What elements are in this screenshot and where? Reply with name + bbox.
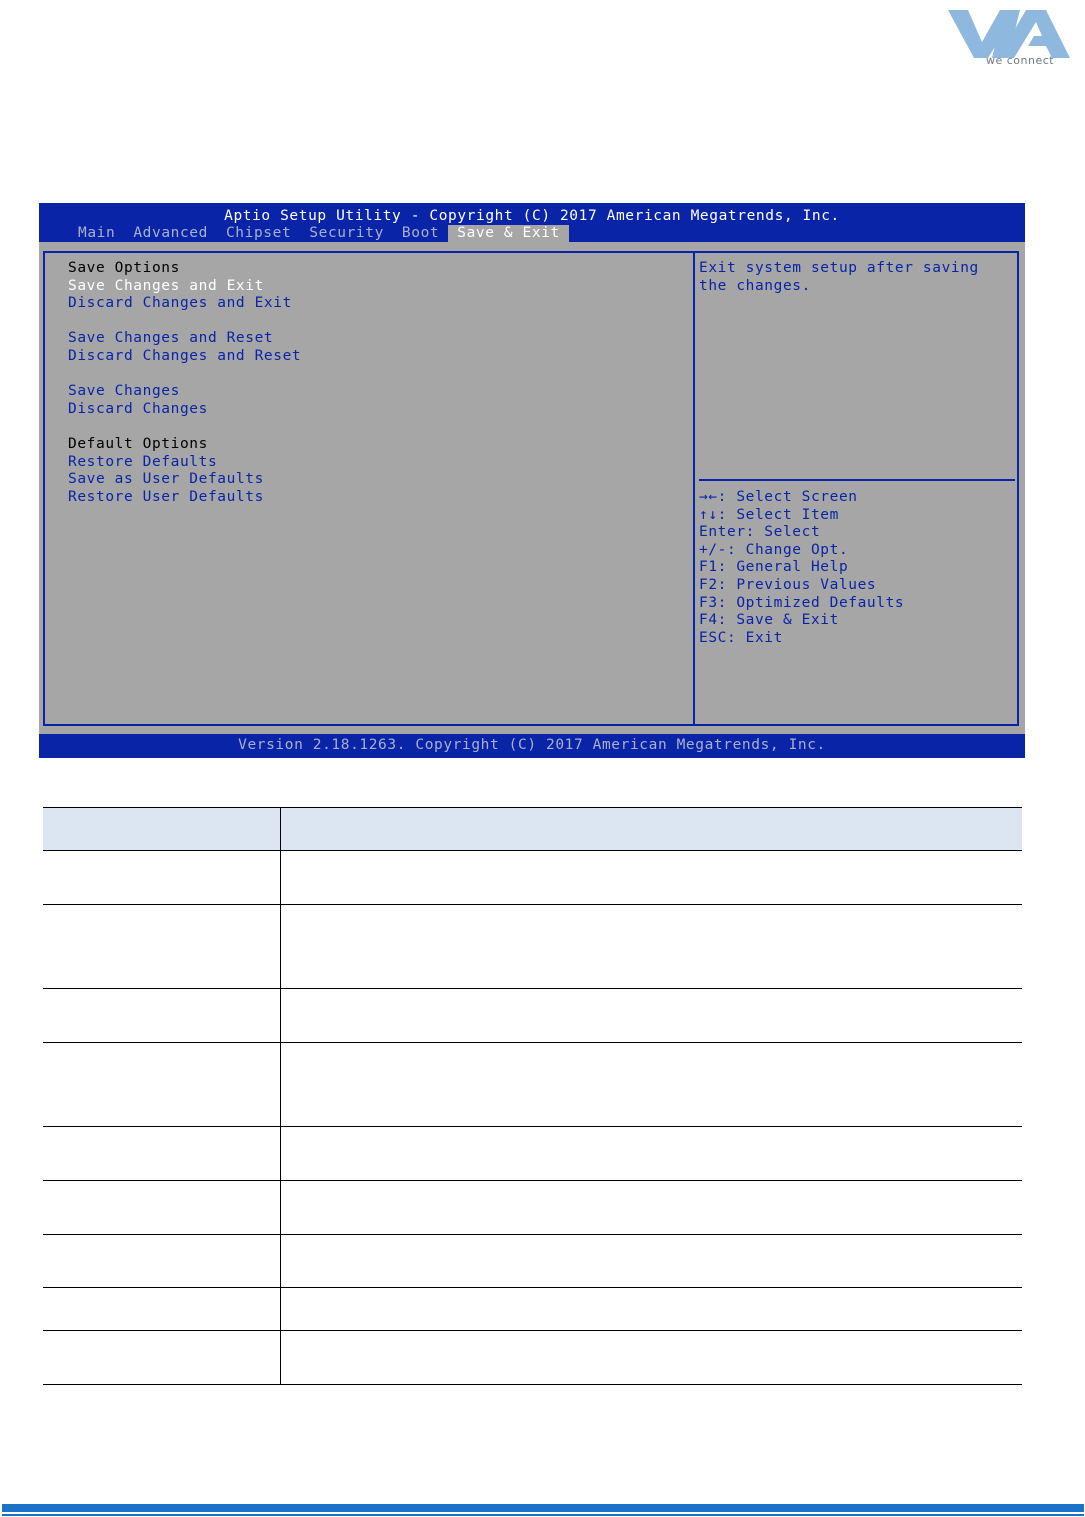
- bios-setup-screen: [39, 203, 1025, 758]
- key-select-screen: →←: Select Screen: [699, 489, 858, 505]
- panel-divider-vertical: [693, 251, 695, 726]
- bios-header: [39, 203, 1025, 242]
- key-select-item: ↑↓: Select Item: [699, 506, 839, 523]
- settings-description-table: [43, 807, 1022, 1385]
- help-line: the changes.: [699, 277, 811, 294]
- menu-item-discard-changes-and-exit[interactable]: Discard Changes and Exit: [68, 295, 292, 312]
- table-row: [43, 851, 1022, 905]
- table-cell: [43, 1127, 281, 1181]
- table-row: [43, 905, 1022, 989]
- tab-boot[interactable]: Boot: [401, 225, 440, 241]
- table-header-row: [43, 808, 1022, 851]
- help-divider-horizontal: [699, 479, 1015, 481]
- table-cell: [281, 1043, 1023, 1127]
- table-cell: [281, 1235, 1023, 1288]
- key-f4-save-exit: F4: Save & Exit: [699, 612, 839, 629]
- menu-item-discard-changes-and-reset[interactable]: Discard Changes and Reset: [68, 347, 302, 364]
- table-row: [43, 989, 1022, 1043]
- key-f3-optimized: F3: Optimized Defaults: [699, 594, 905, 611]
- key-legend: [699, 489, 1009, 647]
- table-cell: [281, 1288, 1023, 1331]
- logo-tagline: we connect: [986, 54, 1055, 67]
- table-cell: [281, 851, 1023, 905]
- table-cell: [43, 1331, 281, 1385]
- bios-version: Version 2.18.1263. Copyright (C) 2017 American Megatrends, Inc.: [238, 737, 826, 753]
- table-row: [43, 1127, 1022, 1181]
- key-f2-previous: F2: Previous Values: [699, 576, 877, 593]
- table-row: [43, 1331, 1022, 1385]
- tab-advanced[interactable]: Advanced: [133, 225, 208, 241]
- tab-security[interactable]: Security: [309, 225, 384, 241]
- menu-item-save-changes[interactable]: Save Changes: [68, 383, 180, 400]
- menu-item-restore-defaults[interactable]: Restore Defaults: [68, 453, 218, 470]
- table-cell: [43, 1235, 281, 1288]
- bios-footer: [39, 734, 1025, 758]
- section-header-default-options: Default Options: [68, 435, 208, 452]
- page-footer-rule: [2, 1514, 1084, 1516]
- menu-item-discard-changes[interactable]: Discard Changes: [68, 400, 208, 417]
- tab-main[interactable]: Main: [78, 225, 116, 241]
- table-row: [43, 1043, 1022, 1127]
- tab-save-and-exit[interactable]: Save & Exit: [448, 225, 569, 242]
- page-footer-bar: [2, 1504, 1084, 1512]
- menu-item-save-changes-and-exit[interactable]: Save Changes and Exit: [68, 277, 264, 294]
- table-cell: [281, 1127, 1023, 1181]
- key-esc-exit: ESC: Exit: [699, 629, 783, 646]
- key-enter-select: Enter: Select: [699, 524, 821, 541]
- bios-menu-list: [68, 260, 668, 506]
- table-cell: [281, 1181, 1023, 1235]
- help-line: Exit system setup after saving: [699, 260, 979, 276]
- bios-title: Aptio Setup Utility - Copyright (C) 2017 American Megatrends, Inc.: [224, 208, 840, 224]
- section-header-save-options: Save Options: [68, 260, 180, 276]
- menu-item-restore-user-defaults[interactable]: Restore User Defaults: [68, 488, 264, 505]
- table-cell: [281, 1331, 1023, 1385]
- table-cell: [43, 1288, 281, 1331]
- item-help-text: [699, 260, 1009, 295]
- table-row: [43, 1181, 1022, 1235]
- menu-item-save-as-user-defaults[interactable]: Save as User Defaults: [68, 471, 264, 488]
- table-row: [43, 1288, 1022, 1331]
- bios-tab-bar: [69, 225, 569, 242]
- key-f1-help: F1: General Help: [699, 559, 849, 576]
- table-header-cell: [281, 808, 1023, 851]
- table-cell: [43, 1043, 281, 1127]
- tab-chipset[interactable]: Chipset: [225, 225, 292, 241]
- table-cell: [281, 989, 1023, 1043]
- menu-item-save-changes-and-reset[interactable]: Save Changes and Reset: [68, 330, 274, 347]
- table-row: [43, 1235, 1022, 1288]
- table-cell: [43, 1181, 281, 1235]
- table-cell: [281, 905, 1023, 989]
- table-cell: [43, 905, 281, 989]
- table-header-cell: [43, 808, 281, 851]
- table-cell: [43, 851, 281, 905]
- key-change-opt: +/-: Change Opt.: [699, 541, 849, 558]
- table-cell: [43, 989, 281, 1043]
